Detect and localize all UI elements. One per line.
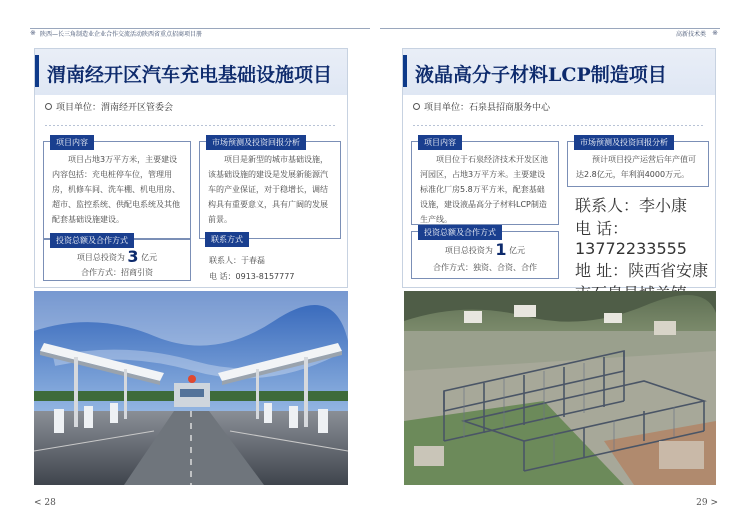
content-text: 项目位于石泉经济技术开发区池河园区，占地3万平方米。主要建设标准化厂房5.8万平方米，配套基础设施，建设液晶高分子材料LCP制造生产线。	[420, 155, 548, 224]
title-band	[35, 49, 347, 95]
circle-bullet-icon	[45, 103, 52, 110]
coop-line: 合作方式：招商引资	[81, 268, 153, 277]
project-unit	[413, 100, 550, 113]
header-right-text: 高新技术类	[675, 31, 706, 38]
factory-construction-photo	[404, 291, 716, 485]
invest-unit: 亿元	[141, 253, 158, 262]
page-number-left: < 28	[34, 498, 56, 508]
invest-unit: 亿元	[509, 246, 526, 255]
contact-phone: 电 话：0913-8157777	[209, 272, 295, 281]
content-tag: 项目内容	[418, 135, 462, 150]
contact-person: 联系人：于春磊	[209, 256, 265, 265]
invest-prefix: 项目总投资为	[444, 246, 493, 255]
invest-line	[412, 242, 558, 259]
header-right-symbol: ※	[712, 29, 718, 37]
invest-section	[411, 228, 559, 279]
content-text: 项目占地3万平方米，主要建设内容包括：充电桩停车位，管理用房，机修车间、洗车棚、机电用房、超市、监控系统、供配电系统及其他配套基础设施建设。	[52, 155, 180, 224]
content-section	[43, 138, 191, 239]
circle-bullet-icon	[413, 103, 420, 110]
market-text: 项目是新型的城市基础设施，该基础设施的建设是发展新能源汽车的产业保证，对于稳增长，调结构具有重要意义，具有广阔的发展前景。	[208, 155, 328, 224]
project-card-left	[34, 48, 348, 288]
header-left-symbol: ※	[30, 29, 36, 37]
contact-tag: 联系方式	[205, 232, 249, 247]
invest-section	[43, 236, 191, 281]
project-title: 渭南经开区汽车充电基础设施项目	[47, 64, 333, 86]
contact-phone: 电 话：13772233555	[575, 219, 687, 258]
market-section	[199, 138, 341, 239]
market-section	[567, 138, 709, 187]
dotted-divider	[413, 125, 705, 126]
contact-section	[199, 235, 341, 281]
construction-site-illustration	[404, 291, 716, 485]
content-section	[411, 138, 559, 225]
invest-tag: 投资总额及合作方式	[50, 233, 134, 248]
market-tag: 市场预测及投资回报分析	[206, 135, 306, 150]
project-title: 液晶高分子材料LCP制造项目	[415, 64, 667, 86]
header-left-text: 陕西—长三角制造业企业合作交流活动陕西省重点招商项目册	[40, 31, 203, 38]
invest-tag: 投资总额及合作方式	[418, 225, 502, 240]
market-tag: 市场预测及投资回报分析	[574, 135, 674, 150]
invest-prefix: 项目总投资为	[76, 253, 125, 262]
invest-value: 3	[127, 247, 139, 266]
project-card-right	[402, 48, 716, 288]
content-tag: 项目内容	[50, 135, 94, 150]
page-number-right: 29 >	[696, 498, 718, 508]
coop-line: 合作方式：独资、合资、合作	[433, 263, 537, 272]
invest-line	[44, 249, 190, 266]
title-accent-bar	[35, 55, 39, 87]
project-unit	[45, 100, 173, 113]
invest-value: 1	[495, 240, 507, 259]
charging-station-photo	[34, 291, 348, 485]
title-accent-bar	[403, 55, 407, 87]
header-rule-right	[380, 28, 720, 38]
contact-person: 联系人：李小康	[575, 196, 688, 215]
project-unit-text: 项目单位：石泉县招商服务中心	[424, 103, 551, 113]
project-unit-text: 项目单位：渭南经开区管委会	[56, 103, 174, 113]
market-text: 预计项目投产运营后年产值可达2.8亿元，年利润4000万元。	[576, 155, 696, 179]
title-band	[403, 49, 715, 95]
charging-station-illustration	[34, 291, 348, 485]
contact-address: 地 址：陕西省安康	[575, 261, 709, 280]
dotted-divider	[45, 125, 337, 126]
